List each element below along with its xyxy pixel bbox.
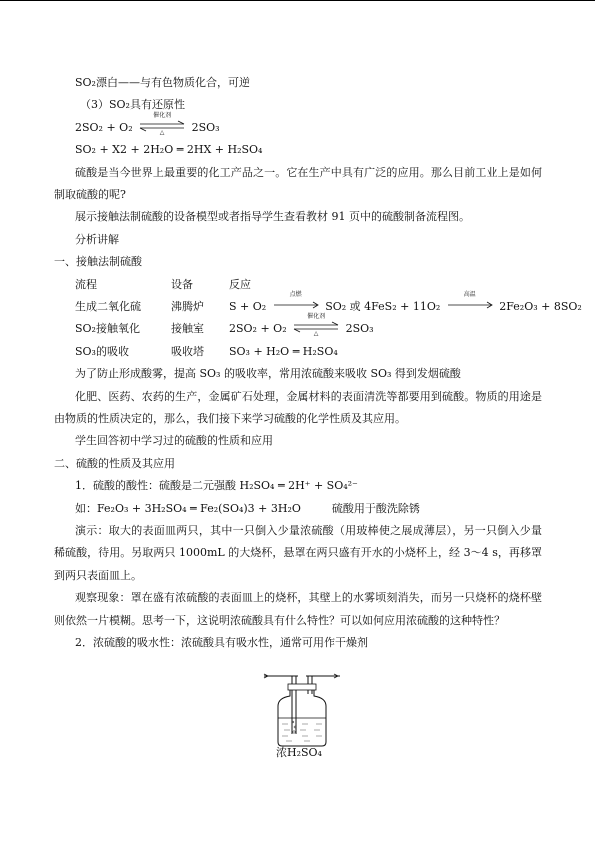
paragraph-sulfuric-importance: 硫酸是当今世界上最重要的化工产品之一。它在生产中具有广泛的应用。那么目前工业上是如何制取硫酸的呢? [54, 165, 542, 201]
equation-so2-oxidation [54, 111, 542, 139]
row-reaction-part2: SO₂ 或 4FeS₂ + 11O₂ [325, 299, 441, 313]
equation-left: 2SO₂ + O₂ [75, 120, 133, 134]
header-equipment: 设备 [171, 277, 193, 291]
arrow-condition-below: △ [313, 330, 319, 338]
paragraph-observation: 观察现象：罩在盛有浓硫酸的表面皿上的烧杯，其壁上的水雾顷刻消失，而另一只烧杯的烧杯壁则依然一片模糊。思考一下，这说明浓硫酸具有什么特性？可以如何应用浓硫酸的这种特性？ [54, 591, 542, 627]
arrow-ignite [272, 290, 320, 311]
line-rust-removal [54, 498, 542, 520]
row-process: SO₂接触氧化 [75, 322, 140, 336]
paragraph-student-answer: 学生回答初中学习过的硫酸的性质和应用 [75, 434, 273, 448]
reversible-arrow [292, 313, 340, 338]
arrow-right-icon [272, 299, 320, 311]
arrow-condition-above: 催化剂 [153, 111, 172, 119]
row-equipment: 沸腾炉 [171, 299, 204, 313]
row-reaction-part1: S + O₂ [229, 299, 267, 313]
figure-label: 浓H₂SO₄ [276, 746, 322, 759]
arrow-high-temp [446, 290, 494, 311]
page-top-border [0, 0, 595, 1]
paragraph-acid-mist: 为了防止形成酸雾，提高 SO₃ 的吸收率，常用浓硫酸来吸收 SO₃ 得到发烟硫酸 [75, 367, 461, 381]
row-process: SO₃的吸收 [75, 344, 129, 358]
line-so2-reducing: （3）SO₂具有还原性 [80, 98, 185, 112]
header-reaction: 反应 [229, 277, 251, 291]
equation-so2-halogen: SO₂ + X2 + 2H₂O ═ 2HX + H₂SO₄ [75, 143, 263, 157]
line-acidity: 1．硫酸的酸性：硫酸是二元强酸 H₂SO₄ ═ 2H⁺ + SO₄²⁻ [75, 479, 358, 493]
row-equipment: 接触室 [171, 322, 204, 336]
row-so3-absorption [54, 341, 542, 363]
equation-right: 2SO₃ [191, 120, 220, 134]
heading-properties: 二、硫酸的性质及其应用 [54, 456, 175, 470]
row-reaction: SO₃ + H₂O ═ H₂SO₄ [229, 344, 338, 358]
row-reaction-part3: 2Fe₂O₃ + 8SO₂ [499, 299, 582, 313]
line-so2-bleach: SO₂漂白——与有色物质化合，可逆 [75, 76, 250, 89]
note-rust: 硫酸用于酸洗除锈 [331, 501, 420, 515]
row-process: 生成二氧化硫 [75, 299, 141, 313]
line-water-absorption: 2．浓硫酸的吸水性：浓硫酸具有吸水性，通常可用作干燥剂 [75, 635, 368, 649]
reversible-arrow [138, 111, 186, 136]
paragraph-applications: 化肥、医药、农药的生产，金属矿石处理，金属材料的表面清洗等都要用到硫酸。物质的用途是由物质的性质决定的，那么，我们接下来学习硫酸的化学性质及其应用。 [54, 389, 542, 425]
paragraph-show-model: 展示接触法制硫酸的设备模型或者指导学生查看教材 91 页中的硫酸制备流程图。 [75, 210, 470, 224]
row-contact-oxidation [54, 313, 542, 340]
arrow-condition-below: △ [159, 128, 165, 136]
line-analysis: 分析讲解 [75, 232, 119, 246]
arrow-right-icon [446, 299, 494, 311]
row-reaction-right: 2SO₃ [345, 322, 374, 336]
heading-contact-process: 一、接触法制硫酸 [54, 255, 142, 269]
paragraph-demonstration: 演示：取大的表面皿两只，其中一只倒入少量浓硫酸（用玻棒使之展成薄层），另一只倒入少量稀硫酸，待用。另取两只 1000mL 的大烧杯，悬罩在两只盛有开水的小烧杯上，经 3～4 s，再移罩到两只表面皿上。 [54, 523, 542, 582]
header-process: 流程 [75, 277, 97, 291]
arrow-condition-high-temp: 高温 [463, 290, 476, 298]
row-equipment: 吸收塔 [171, 344, 204, 358]
document-body [54, 72, 582, 654]
equation-rust: 如：Fe₂O₃ + 3H₂SO₄ ═ Fe₂(SO₄)3 + 3H₂O [75, 501, 301, 515]
row-reaction-left: 2SO₂ + O₂ [229, 322, 287, 336]
arrow-condition-ignite: 点燃 [289, 290, 302, 298]
arrow-condition-above: 催化剂 [307, 313, 326, 321]
gas-washing-bottle-icon [262, 672, 342, 748]
